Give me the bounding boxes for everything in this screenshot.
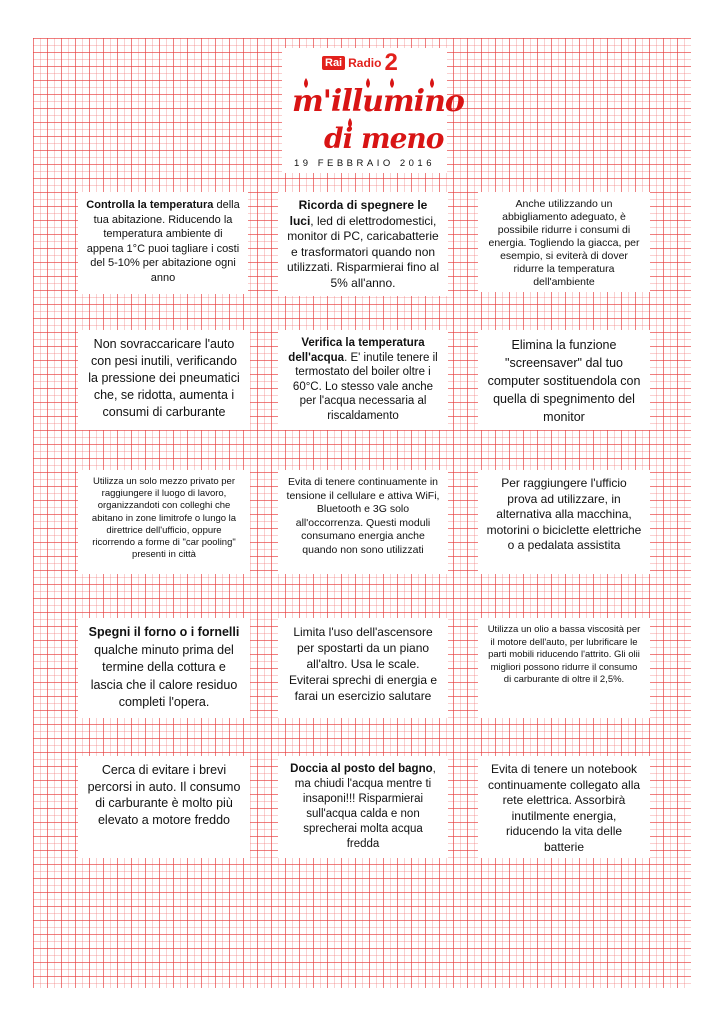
tip-card — [478, 470, 650, 574]
tip-card — [478, 330, 650, 430]
radio-number: 2 — [384, 49, 398, 76]
logo-title-line1: m'illumino — [292, 84, 464, 119]
tip-text: Cerca di evitare i brevi percorsi in auto. Il consumo di carburante è molto più elevato a motore freddo — [87, 763, 241, 827]
tip-bold: Doccia al posto del bagno — [290, 763, 433, 775]
tip-text: , led di elettrodomestici, monitor di PC, caricabatterie e trasformatori quando non utilizzati. Risparmierai fino al 5% all'anno. — [286, 213, 440, 290]
tip-text: della tua abitazione. Riducendo la temperatura ambiente di appena 1°C puoi tagliare i costi del 5-10% per abitazione ogni anno — [86, 199, 240, 284]
tip-card — [78, 756, 250, 858]
tip-card — [78, 470, 250, 574]
tip-card — [78, 192, 248, 294]
tip-card — [278, 756, 448, 858]
tip-bold: Ricorda di spegnere le luci — [289, 198, 428, 228]
logo-title-line2: di meno — [324, 122, 444, 155]
radio-label: Radio — [348, 56, 382, 70]
tip-text: Evita di tenere un notebook continuamente collegato alla rete elettrica. Assorbirà inutilmente energia, riducendo la vita delle batterie — [487, 762, 641, 854]
tip-text: Anche utilizzando un abbigliamento adeguato, è possibile ridurre i consumi di energia. Togliendo la giacca, per esempio, si eviterà di dover ridurre la temperatura dell'ambiente — [488, 198, 640, 288]
event-date: 19 FEBBRAIO 2016 — [293, 158, 436, 169]
tip-text: Non sovraccaricare l'auto con pesi inutili, verificando la pressione dei pneumatici che, se ridotta, aumenta i consumi di carburante — [88, 337, 240, 419]
tip-text: Evita di tenere continuamente in tensione il cellulare e attiva WiFi, Bluetooth e 3G solo all'occorrenza. Questi moduli consumano energia anche quando non sono utilizzati — [286, 476, 440, 556]
tip-bold: Spegni il forno o i fornelli — [88, 625, 240, 639]
tip-card — [278, 618, 448, 718]
tip-text: , ma chiudi l'acqua mentre ti insaponi!!! Risparmierai sull'acqua calda e non sprecherai molta acqua fredda — [294, 763, 436, 850]
tip-card — [278, 470, 448, 574]
tip-text: qualche minuto prima del termine della cottura e lascia che il calore residuo completi l'opera. — [90, 642, 238, 709]
tip-text: Per raggiungere l'ufficio prova ad utilizzare, in alternativa alla macchina, motorini o biciclette elettriche o a pedalata assistita — [486, 476, 642, 552]
rai-label: Rai — [322, 56, 345, 70]
tip-text: Utilizza un olio a bassa viscosità per il motore dell'auto, per lubrificare le parti mobili riducendo l'attrito. Gli olii migliori possono ridurre il consumo di carburante di oltre il 2,5%. — [487, 624, 641, 685]
tip-text: Elimina la funzione "screensaver" dal tuo computer sostituendola con quella di spegnimento del monitor — [487, 338, 641, 424]
tip-card — [278, 192, 448, 296]
tip-text: Limita l'uso dell'ascensore per spostarti da un piano all'altro. Usa le scale. Eviterai sprechi di energia e farai un esercizio salutare — [288, 625, 438, 703]
tip-bold: Controlla la temperatura — [86, 199, 214, 211]
tip-bold: Verifica la temperatura dell'acqua — [288, 337, 425, 364]
tip-card — [478, 192, 650, 292]
tip-card — [478, 756, 650, 858]
tip-card — [478, 618, 650, 718]
tip-card — [78, 618, 250, 718]
tip-card — [278, 330, 448, 430]
header-logo — [282, 48, 464, 173]
tip-text: Utilizza un solo mezzo privato per raggiungere il luogo di lavoro, organizzandoti con colleghi che abitano in zone limitrofe o lungo la direttrice dell'ufficio, oppure ricorrendo a forme di "car pooling" presenti in città — [91, 476, 237, 561]
tip-card — [78, 330, 250, 430]
tip-text: . E' inutile tenere il termostato del boiler oltre i 60°C. Lo stesso vale anche per l'acqua necessaria al riscaldamento — [292, 351, 438, 422]
